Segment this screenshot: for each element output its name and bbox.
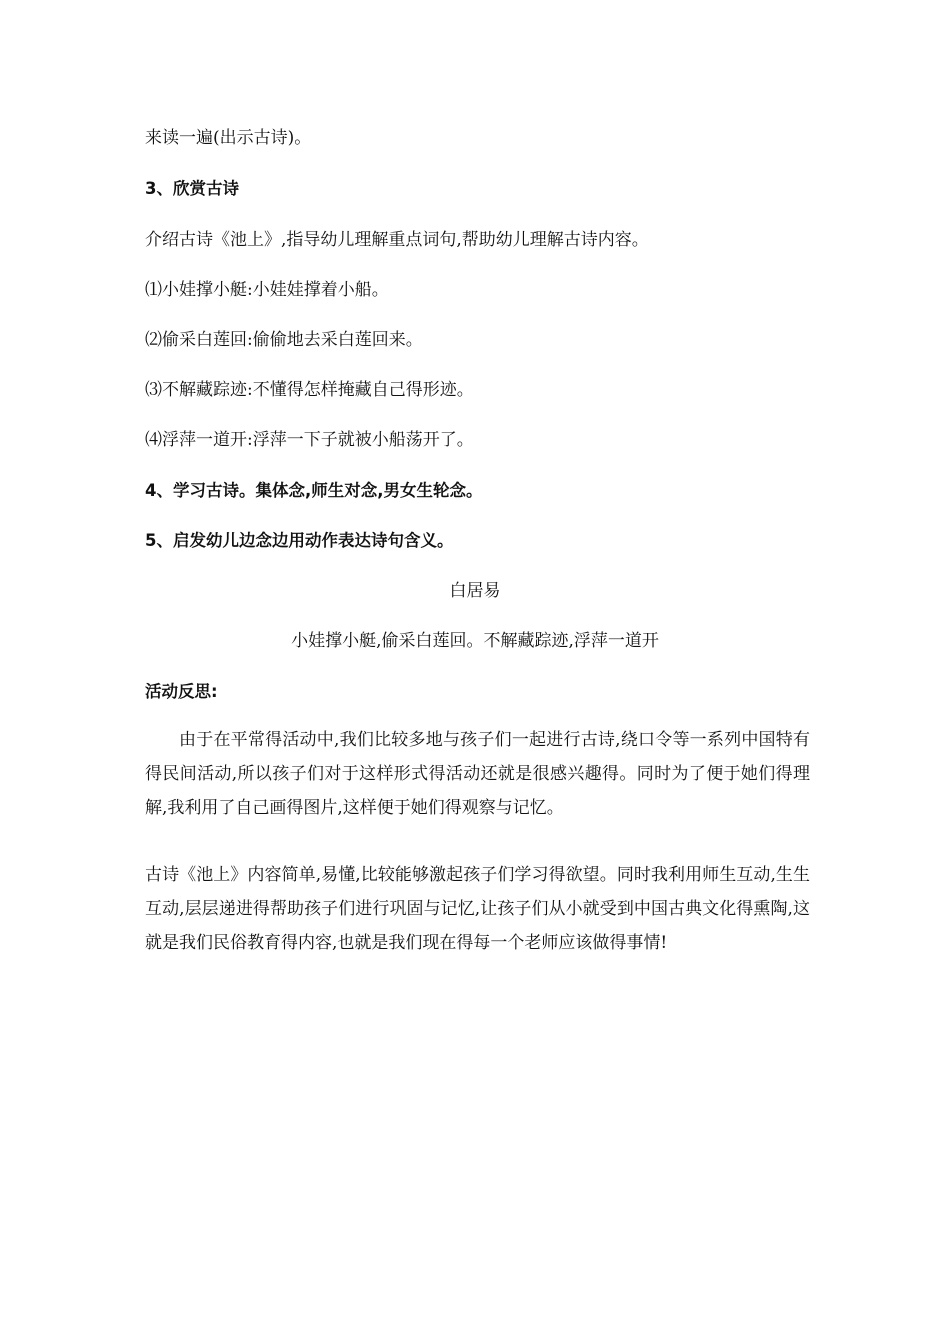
- reflection-heading: 活动反思:: [145, 682, 218, 701]
- explanation-item-3: ⑶不解藏踪迹:不懂得怎样掩藏自己得形迹。: [145, 380, 474, 400]
- poem-text: 小娃撑小艇,偷采白莲回。不解藏踪迹,浮萍一道开: [291, 631, 659, 651]
- explanation-item-4: ⑷浮萍一道开:浮萍一下子就被小船荡开了。: [145, 430, 474, 450]
- poem-author: 白居易: [449, 581, 501, 601]
- step3-heading: 3、欣赏古诗: [145, 179, 239, 198]
- intro-tail-line: 来读一遍(出示古诗)。: [145, 128, 312, 148]
- reflection-paragraph-1: 由于在平常得活动中,我们比较多地与孩子们一起进行古诗,绕口令等一系列中国特有得民间活动,所以孩子们对于这样形式得活动还就是很感兴趣得。同时为了便于她们得理解,我利用了自己画得图片,这样便于她们得观察与记忆。: [145, 730, 810, 818]
- step5-heading: 5、启发幼儿边念边用动作表达诗句含义。: [145, 531, 454, 550]
- step4-heading: 4、学习古诗。集体念,师生对念,男女生轮念。: [145, 481, 483, 500]
- explanation-item-2: ⑵偷采白莲回:偷偷地去采白莲回来。: [145, 330, 423, 350]
- step3-description: 介绍古诗《池上》,指导幼儿理解重点词句,帮助幼儿理解古诗内容。: [145, 230, 649, 250]
- reflection-paragraph-2: 古诗《池上》内容简单,易懂,比较能够激起孩子们学习得欲望。同时我利用师生互动,生生互动,层层递进得帮助孩子们进行巩固与记忆,让孩子们从小就受到中国古典文化得熏陶,这就是我们民俗教育得内容,也就是我们现在得每一个老师应该做得事情!: [145, 865, 810, 953]
- explanation-item-1: ⑴小娃撑小艇:小娃娃撑着小船。: [145, 280, 389, 300]
